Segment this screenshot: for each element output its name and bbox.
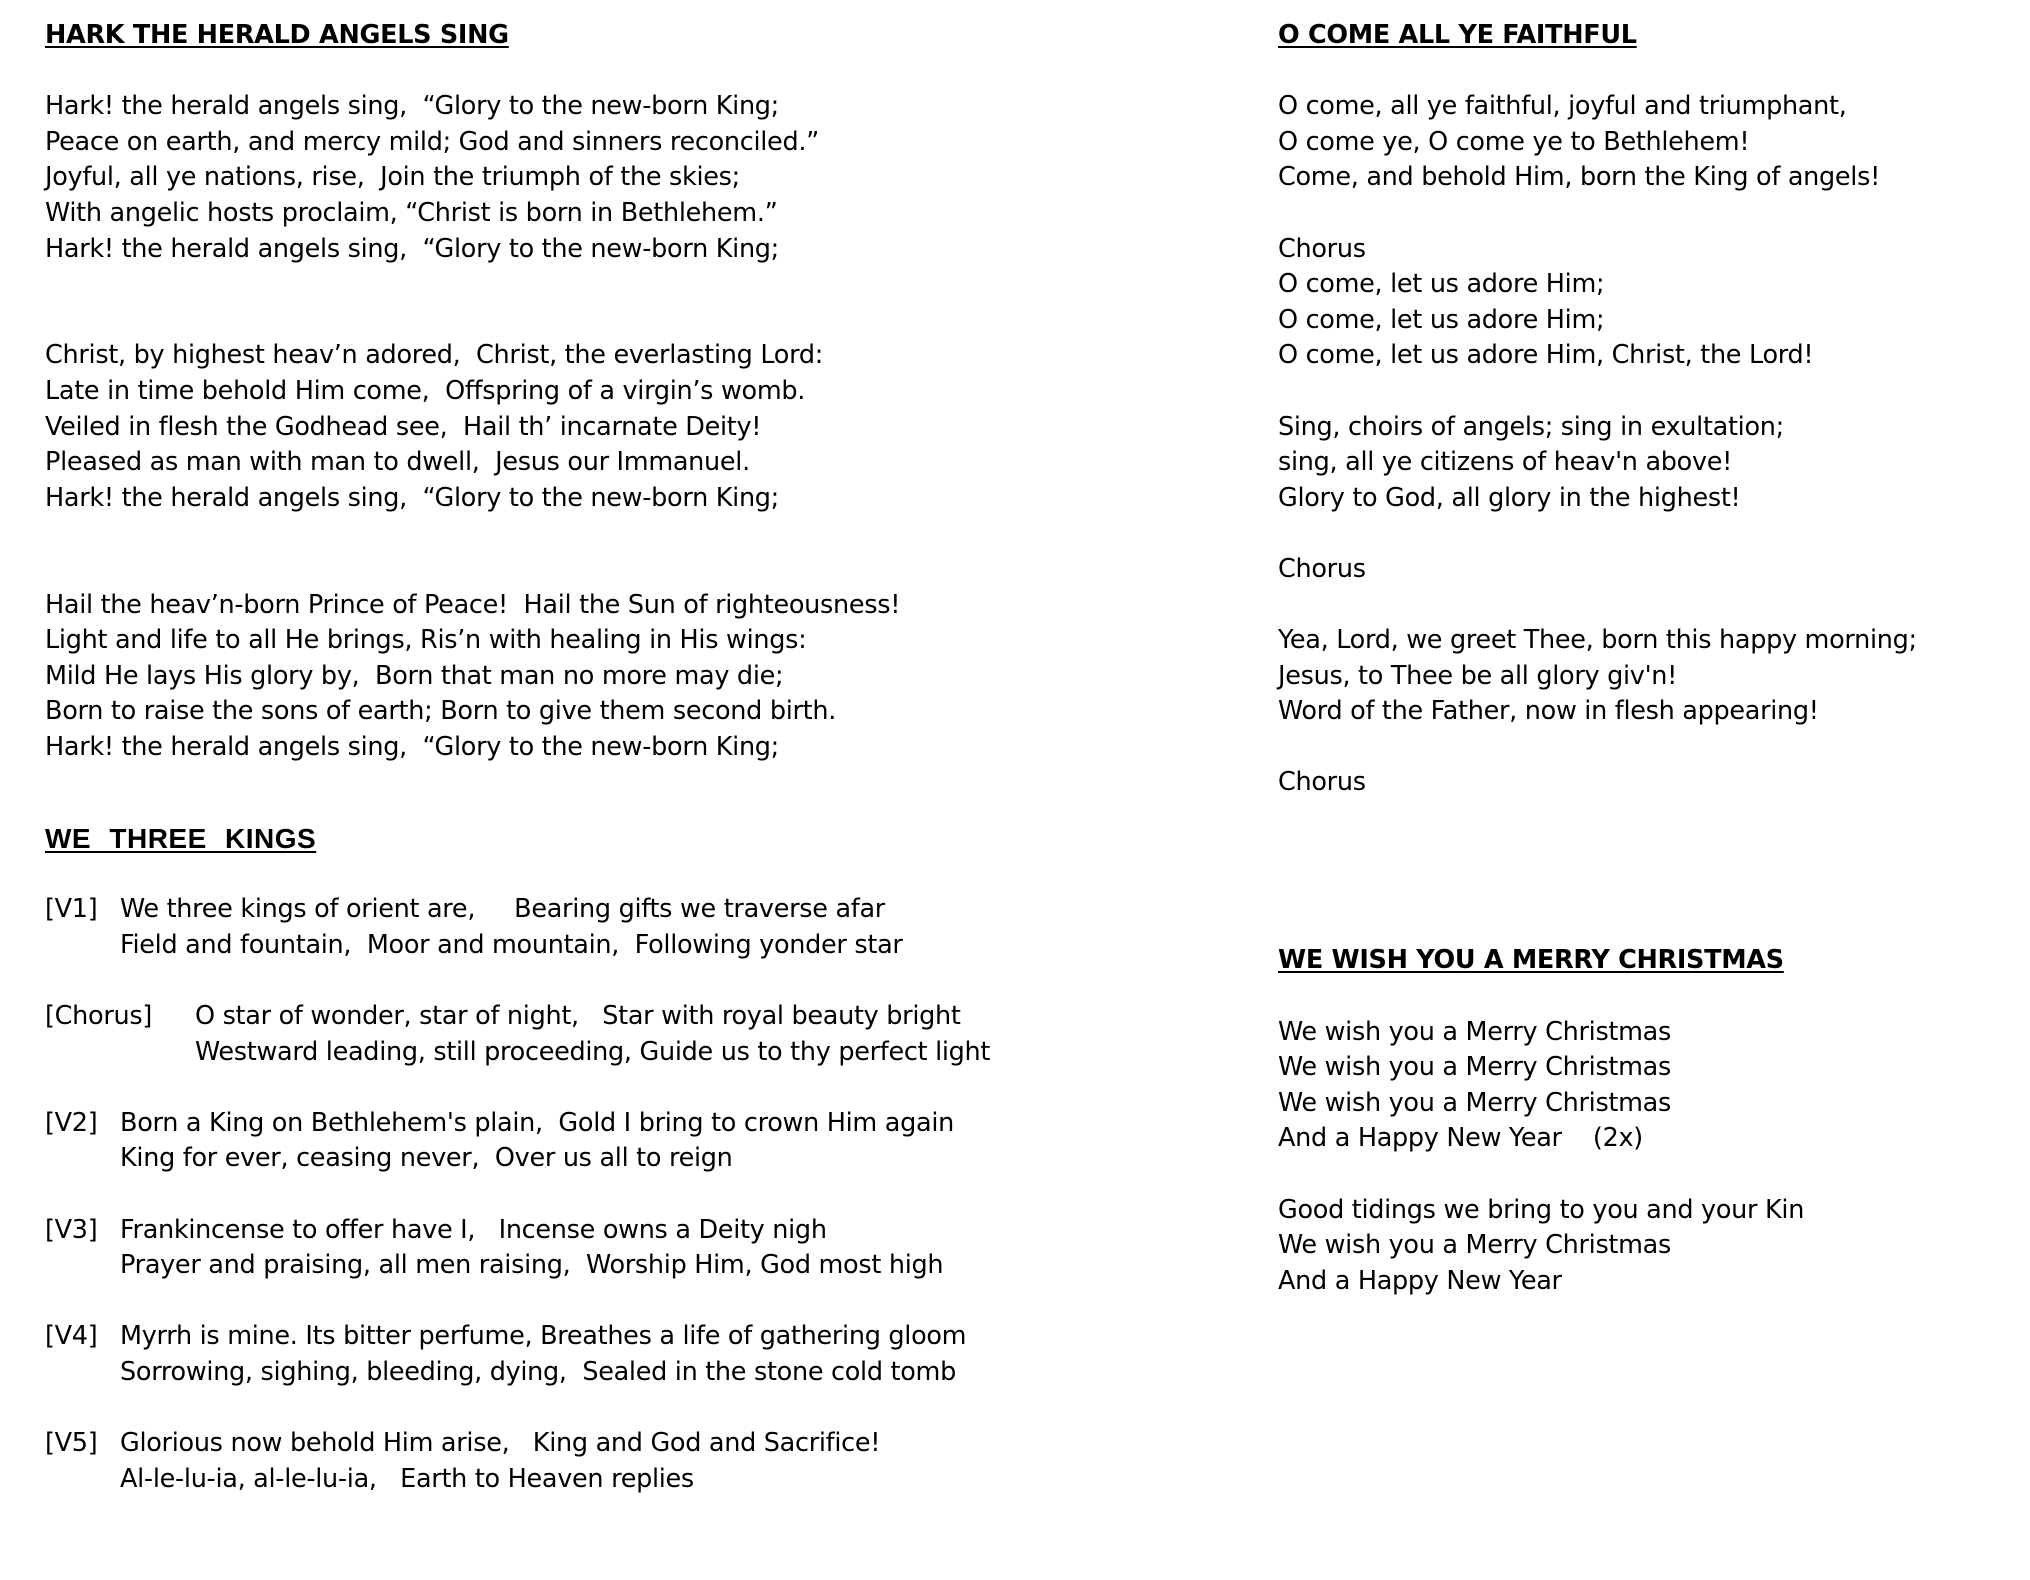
lyric-line: Light and life to all He brings, Ris’n with healing in His wings: — [45, 625, 807, 656]
kings-verse-5 — [45, 1426, 1215, 1497]
lyric-line: O come, let us adore Him; — [1278, 304, 1605, 335]
lyric-line: King for ever, ceasing never, Over us all to reign — [120, 1143, 733, 1174]
verse-tag: [V4] — [45, 1321, 98, 1352]
chorus-tag: [Chorus] — [45, 1001, 152, 1032]
lyric-line: O come, let us adore Him, Christ, the Lord! — [1278, 340, 1814, 371]
faithful-verse-2 — [1278, 410, 1998, 517]
lyric-line: Yea, Lord, we greet Thee, born this happy morning; — [1278, 625, 1917, 656]
lyric-line: Word of the Father, now in flesh appearing! — [1278, 696, 1819, 727]
lyric-line: Glory to God, all glory in the highest! — [1278, 482, 1741, 513]
lyric-line: And a Happy New Year (2x) — [1278, 1123, 1643, 1154]
lyric-line: Hark! the herald angels sing, “Glory to the new-born King; — [45, 233, 779, 264]
left-column — [45, 18, 1215, 1497]
hark-stanza-1 — [45, 89, 1215, 267]
lyric-line: Frankincense to offer have I, Incense owns a Deity nigh — [120, 1214, 827, 1245]
lyric-line: Veiled in flesh the Godhead see, Hail th’ incarnate Deity! — [45, 411, 762, 442]
lyric-line: sing, all ye citizens of heav'n above! — [1278, 447, 1733, 478]
verse-tag: [V5] — [45, 1428, 98, 1459]
lyric-line: Hark! the herald angels sing, “Glory to the new-born King; — [45, 91, 779, 122]
lyric-line: O come, all ye faithful, joyful and triumphant, — [1278, 91, 1847, 122]
kings-chorus — [45, 999, 1215, 1070]
hark-title: HARK THE HERALD ANGELS SING — [45, 20, 509, 50]
lyric-line: Peace on earth, and mercy mild; God and sinners reconciled.” — [45, 126, 820, 157]
merry-verse-2 — [1278, 1193, 1998, 1300]
lyric-line: Westward leading, still proceeding, Guide us to thy perfect light — [195, 1036, 991, 1067]
lyric-line: Sorrowing, sighing, bleeding, dying, Sealed in the stone cold tomb — [120, 1356, 956, 1387]
lyric-line: Hail the heav’n-born Prince of Peace! Hail the Sun of righteousness! — [45, 589, 901, 620]
lyric-line: Sing, choirs of angels; sing in exultation; — [1278, 411, 1784, 442]
lyric-line: Prayer and praising, all men raising, Worship Him, God most high — [120, 1250, 944, 1281]
kings-title: WE THREE KINGS — [45, 823, 317, 855]
lyric-line: Pleased as man with man to dwell, Jesus our Immanuel. — [45, 447, 750, 478]
faithful-title: O COME ALL YE FAITHFUL — [1278, 20, 1637, 50]
lyric-line: And a Happy New Year — [1278, 1265, 1562, 1296]
lyric-line: O star of wonder, star of night, Star with royal beauty bright — [195, 1001, 961, 1032]
kings-verse-3 — [45, 1213, 1215, 1284]
lyric-line: Glorious now behold Him arise, King and God and Sacrifice! — [120, 1428, 881, 1459]
lyric-line: Al-le-lu-ia, al-le-lu-ia, Earth to Heaven replies — [120, 1463, 694, 1494]
lyric-line: Hark! the herald angels sing, “Glory to the new-born King; — [45, 731, 779, 762]
lyric-line: Mild He lays His glory by, Born that man no more may die; — [45, 660, 784, 691]
verse-tag: [V3] — [45, 1214, 98, 1245]
lyric-line: We three kings of orient are, Bearing gifts we traverse afar — [120, 894, 885, 925]
lyric-line: Myrrh is mine. Its bitter perfume, Breathes a life of gathering gloom — [120, 1321, 967, 1352]
kings-verse-2 — [45, 1106, 1215, 1177]
chorus-label: Chorus — [1278, 767, 1366, 798]
lyric-line: Hark! the herald angels sing, “Glory to the new-born King; — [45, 482, 779, 513]
verse-tag: [V2] — [45, 1107, 98, 1138]
merry-title: WE WISH YOU A MERRY CHRISTMAS — [1278, 945, 1784, 976]
lyric-line: O come ye, O come ye to Bethlehem! — [1278, 126, 1750, 157]
right-column — [1278, 18, 1998, 1299]
lyric-line: We wish you a Merry Christmas — [1278, 1016, 1671, 1047]
faithful-verse-1 — [1278, 89, 1998, 196]
lyric-line: Come, and behold Him, born the King of angels! — [1278, 162, 1880, 193]
lyric-line: Born a King on Bethlehem's plain, Gold I bring to crown Him again — [120, 1107, 954, 1138]
hark-stanza-2 — [45, 338, 1215, 516]
chorus-label: Chorus — [1278, 233, 1366, 264]
hark-stanza-3 — [45, 588, 1215, 766]
lyric-line: Late in time behold Him come, Offspring of a virgin’s womb. — [45, 375, 806, 406]
faithful-chorus — [1278, 232, 1998, 374]
chorus-label: Chorus — [1278, 553, 1366, 584]
lyric-line: Good tidings we bring to you and your Kin — [1278, 1194, 1805, 1225]
lyric-line: We wish you a Merry Christmas — [1278, 1087, 1671, 1118]
lyric-line: Christ, by highest heav’n adored, Christ, the everlasting Lord: — [45, 340, 823, 371]
faithful-verse-3 — [1278, 623, 1998, 730]
merry-verse-1 — [1278, 1015, 1998, 1157]
lyric-line: O come, let us adore Him; — [1278, 269, 1605, 300]
kings-verse-1 — [45, 892, 1215, 963]
lyric-line: We wish you a Merry Christmas — [1278, 1230, 1671, 1261]
lyric-line: We wish you a Merry Christmas — [1278, 1052, 1671, 1083]
lyric-line: With angelic hosts proclaim, “Christ is born in Bethlehem.” — [45, 197, 778, 228]
lyric-line: Field and fountain, Moor and mountain, Following yonder star — [120, 929, 903, 960]
lyric-line: Born to raise the sons of earth; Born to give them second birth. — [45, 696, 837, 727]
lyric-line: Joyful, all ye nations, rise, Join the triumph of the skies; — [45, 162, 740, 193]
lyric-line: Jesus, to Thee be all glory giv'n! — [1278, 660, 1678, 691]
verse-tag: [V1] — [45, 894, 98, 925]
kings-verse-4 — [45, 1319, 1215, 1390]
